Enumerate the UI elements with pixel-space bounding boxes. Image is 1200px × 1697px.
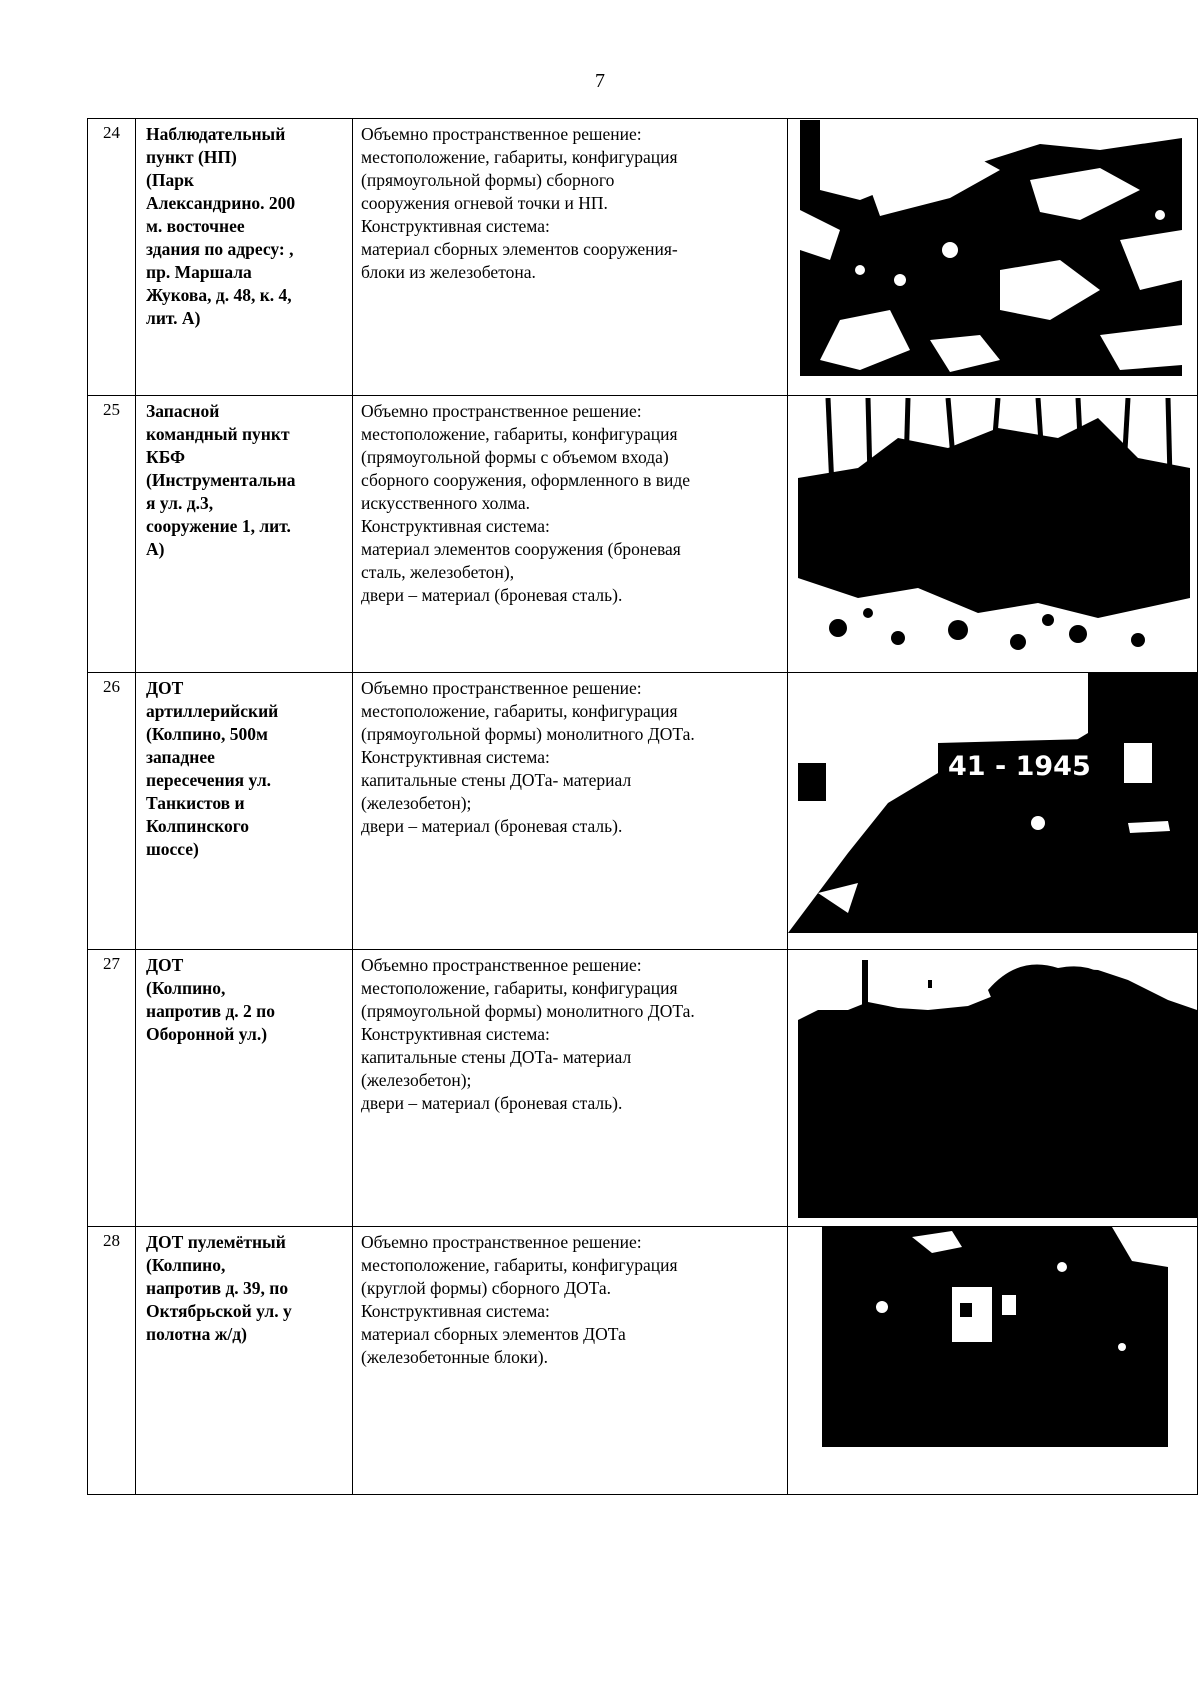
object-photo-cell <box>788 950 1198 1227</box>
object-name: ДОТ пулемётный (Колпино, напротив д. 39, по Октябрьской ул. у полотна ж/д) <box>136 1227 353 1495</box>
object-photo-cell <box>788 1227 1198 1495</box>
row-number: 27 <box>88 950 136 1227</box>
photo-observation-post <box>800 120 1182 376</box>
photo-pillbox-oboronnaya <box>798 950 1197 1218</box>
object-description: Объемно пространственное решение: местоположение, габариты, конфигурация (прямоугольной формы) монолитного ДОТа. Конструктивная система: капитальные стены ДОТа- материал (железобетон); двери – материал (броневая сталь). <box>353 673 788 950</box>
object-description: Объемно пространственное решение: местоположение, габариты, конфигурация (прямоугольной формы) монолитного ДОТа. Конструктивная система: капитальные стены ДОТа- материал (железобетон); двери – материал (броневая сталь). <box>353 950 788 1227</box>
object-photo-cell <box>788 119 1198 396</box>
row-number: 24 <box>88 119 136 396</box>
object-description: Объемно пространственное решение: местоположение, габариты, конфигурация (прямоугольной формы) сборного сооружения огневой точки и НП. Конструктивная система: материал сборных элементов сооружения- блоки из железобетона. <box>353 119 788 396</box>
object-name: Наблюдательный пункт (НП) (Парк Александрино. 200 м. восточнее здания по адресу: , пр. Маршала Жукова, д. 48, к. 4, лит. А) <box>136 119 353 396</box>
object-name: ДОТ артиллерийский (Колпино, 500м западнее пересечения ул. Танкистов и Колпинского шоссе) <box>136 673 353 950</box>
row-number: 25 <box>88 396 136 673</box>
photo-machine-gun-pillbox <box>822 1227 1168 1447</box>
photo-artillery-pillbox <box>788 673 1197 933</box>
object-name: Запасной командный пункт КБФ (Инструментальна я ул. д.3, сооружение 1, лит. А) <box>136 396 353 673</box>
object-description: Объемно пространственное решение: местоположение, габариты, конфигурация (прямоугольной формы с объемом входа) сборного сооружения, оформленного в виде искусственного холма. Конструктивная система: материал элементов сооружения (броневая сталь, железобетон), двери – материал (броневая сталь). <box>353 396 788 673</box>
row-number: 26 <box>88 673 136 950</box>
object-name: ДОТ (Колпино, напротив д. 2 по Оборонной ул.) <box>136 950 353 1227</box>
table-row <box>88 673 1198 950</box>
table-row <box>88 1227 1198 1495</box>
object-photo-cell <box>788 673 1198 950</box>
page-number: 7 <box>595 70 605 92</box>
object-photo-cell <box>788 396 1198 673</box>
table-row <box>88 950 1198 1227</box>
table-row <box>88 119 1198 396</box>
object-description: Объемно пространственное решение: местоположение, габариты, конфигурация (круглой формы) сборного ДОТа. Конструктивная система: материал сборных элементов ДОТа (железобетонные блоки). <box>353 1227 788 1495</box>
photo-command-post <box>798 398 1190 656</box>
table-row <box>88 396 1198 673</box>
row-number: 28 <box>88 1227 136 1495</box>
photo-inscription: 41 - 1945 <box>948 751 1091 782</box>
monuments-table <box>87 118 1198 1495</box>
